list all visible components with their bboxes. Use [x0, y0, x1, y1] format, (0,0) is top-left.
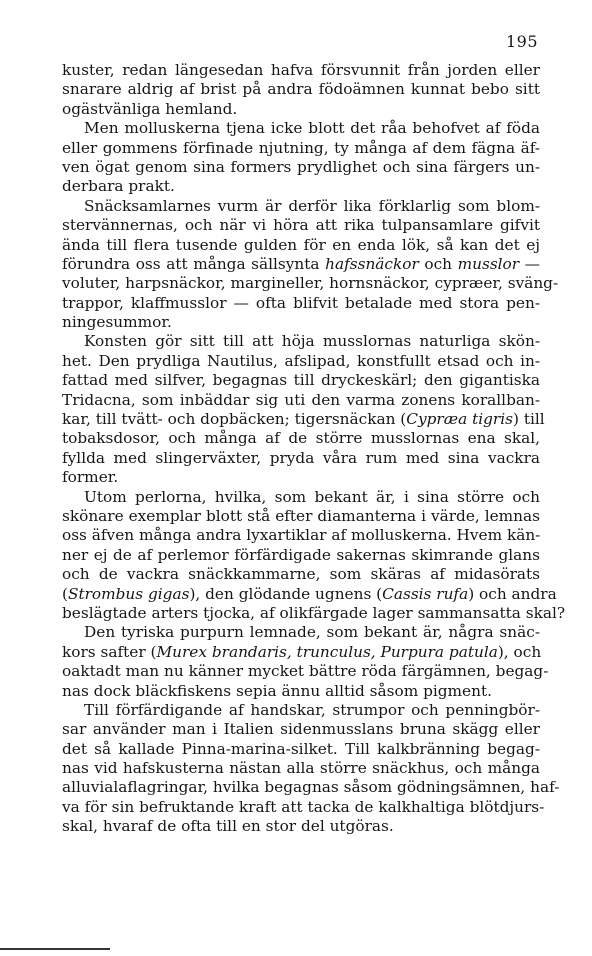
text-line: oss äfven många andra lyxartiklar af molluskerna. Hvem kän-	[62, 526, 541, 545]
text-run: ) till	[512, 410, 545, 429]
text-line: Snäcksamlarnes vurm är derför lika förklarlig som blom-	[84, 196, 540, 215]
text-line: ningesummor.	[62, 313, 172, 332]
text-line: snarare aldrig af brist på andra födoämnen kunnat bebo sitt	[62, 80, 540, 99]
italic-term: Cassis rufa	[382, 584, 469, 603]
text-line: Den tyriska purpurn lemnade, som bekant är, några snäc-	[84, 623, 540, 642]
text-run: förundra oss att många sällsynta	[62, 254, 326, 273]
text-line: och de vackra snäckkammarne, som skäras af midasörats	[62, 565, 540, 584]
text-line: ända till flera tusende gulden för en enda lök, så kan det ej	[62, 235, 540, 254]
text-run: ), den glödande ugnens (	[189, 584, 383, 603]
text-line: voluter, harpsnäckor, margineller, hornsnäckor, cypræer, sväng-	[62, 274, 559, 293]
text-line: nas dock bläckfiskens sepia ännu alltid såsom pigment.	[62, 681, 492, 700]
text-run: kar, till tvätt- och dopbäcken; tigersnäckan (	[62, 410, 407, 429]
text-line: kuster, redan längesedan hafva försvunnit från jorden eller	[62, 61, 540, 79]
text-line: tobaksdosor, och många af de större musslornas ena skal,	[62, 429, 540, 448]
text-line: trappor, klaffmusslor — ofta blifvit betalade med stora pen-	[62, 293, 540, 312]
italic-term: Cypræa tigris	[406, 410, 513, 429]
text-line: former.	[62, 468, 119, 487]
text-line: skal, hvaraf de ofta till en stor del utgöras.	[62, 817, 394, 836]
italic-term: Strombus gigas	[67, 584, 190, 603]
text-line: alluvialaflagringar, hvilka begagnas såsom gödningsämnen, haf-	[62, 778, 560, 797]
text-line: stervännernas, och när vi höra att rika tulpansamlare gifvit	[62, 216, 540, 235]
text-line: sar använder man i Italien sidenmusslans bruna skägg eller	[62, 720, 540, 739]
text-line: eller gommens förfinade njutning, ty många af dem fägna äf-	[62, 138, 540, 157]
text-line: oaktadt man nu känner mycket bättre röda färgämnen, begag-	[62, 662, 549, 681]
text-line	[62, 410, 545, 429]
text-line: het. Den prydliga Nautilus, afslipad, konstfullt etsad och in-	[62, 351, 540, 370]
body-text	[62, 61, 566, 837]
text-line: beslägtade arters tjocka, af olikfärgade lager sammansatta skal?	[62, 603, 566, 622]
text-line: derbara prakt.	[62, 177, 175, 196]
text-run: ) och andra	[468, 584, 557, 603]
text-line: fyllda med slingerväxter, pryda våra rum med sina vackra	[62, 448, 540, 467]
italic-term: Murex brandaris, trunculus, Purpura patula	[156, 642, 498, 661]
italic-term: musslor	[457, 254, 520, 273]
text-line: Till förfärdigande af handskar, strumpor och penningbör-	[84, 700, 540, 719]
text-line: va för sin befruktande kraft att tacka de kalkhaltiga blötdjurs-	[62, 797, 545, 816]
text-line: Konsten gör sitt till att höja musslornas naturliga skön-	[84, 332, 540, 351]
text-line	[62, 584, 557, 604]
text-line: skönare exemplar blott stå efter diamanterna i värde, lemnas	[62, 506, 540, 525]
text-line: Men molluskerna tjena icke blott det råa behofvet af föda	[84, 119, 540, 138]
text-run: —	[519, 254, 540, 273]
text-line: Tridacna, som inbäddar sig uti den varma zonens korallban-	[62, 390, 540, 409]
text-run: kors safter (	[62, 642, 157, 661]
text-line	[62, 643, 540, 662]
text-line: ven ögat genom sina formers prydlighet och sina färgers un-	[62, 157, 540, 176]
text-line: fattad med silfver, begagnas till dryckeskärl; den gigantiska	[62, 371, 540, 390]
text-line	[62, 255, 540, 274]
text-line: ner ej de af perlemor förfärdigade sakernas skimrande glans	[62, 545, 540, 564]
page-number: 195	[505, 32, 538, 51]
italic-term: hafssnäckor	[325, 254, 419, 273]
text-line: Utom perlorna, hvilka, som bekant är, i sina större och	[84, 487, 540, 506]
text-line: det så kallade Pinna-marina-silket. Till kalkbränning begag-	[62, 739, 540, 758]
text-run: ), och	[497, 642, 542, 661]
text-run: (	[62, 584, 68, 603]
page-edge-rule	[0, 948, 110, 950]
text-run: och	[418, 254, 458, 273]
text-line: nas vid hafskusterna nästan alla större snäckhus, och många	[62, 759, 540, 778]
text-line: ogästvänliga hemland.	[62, 99, 238, 118]
